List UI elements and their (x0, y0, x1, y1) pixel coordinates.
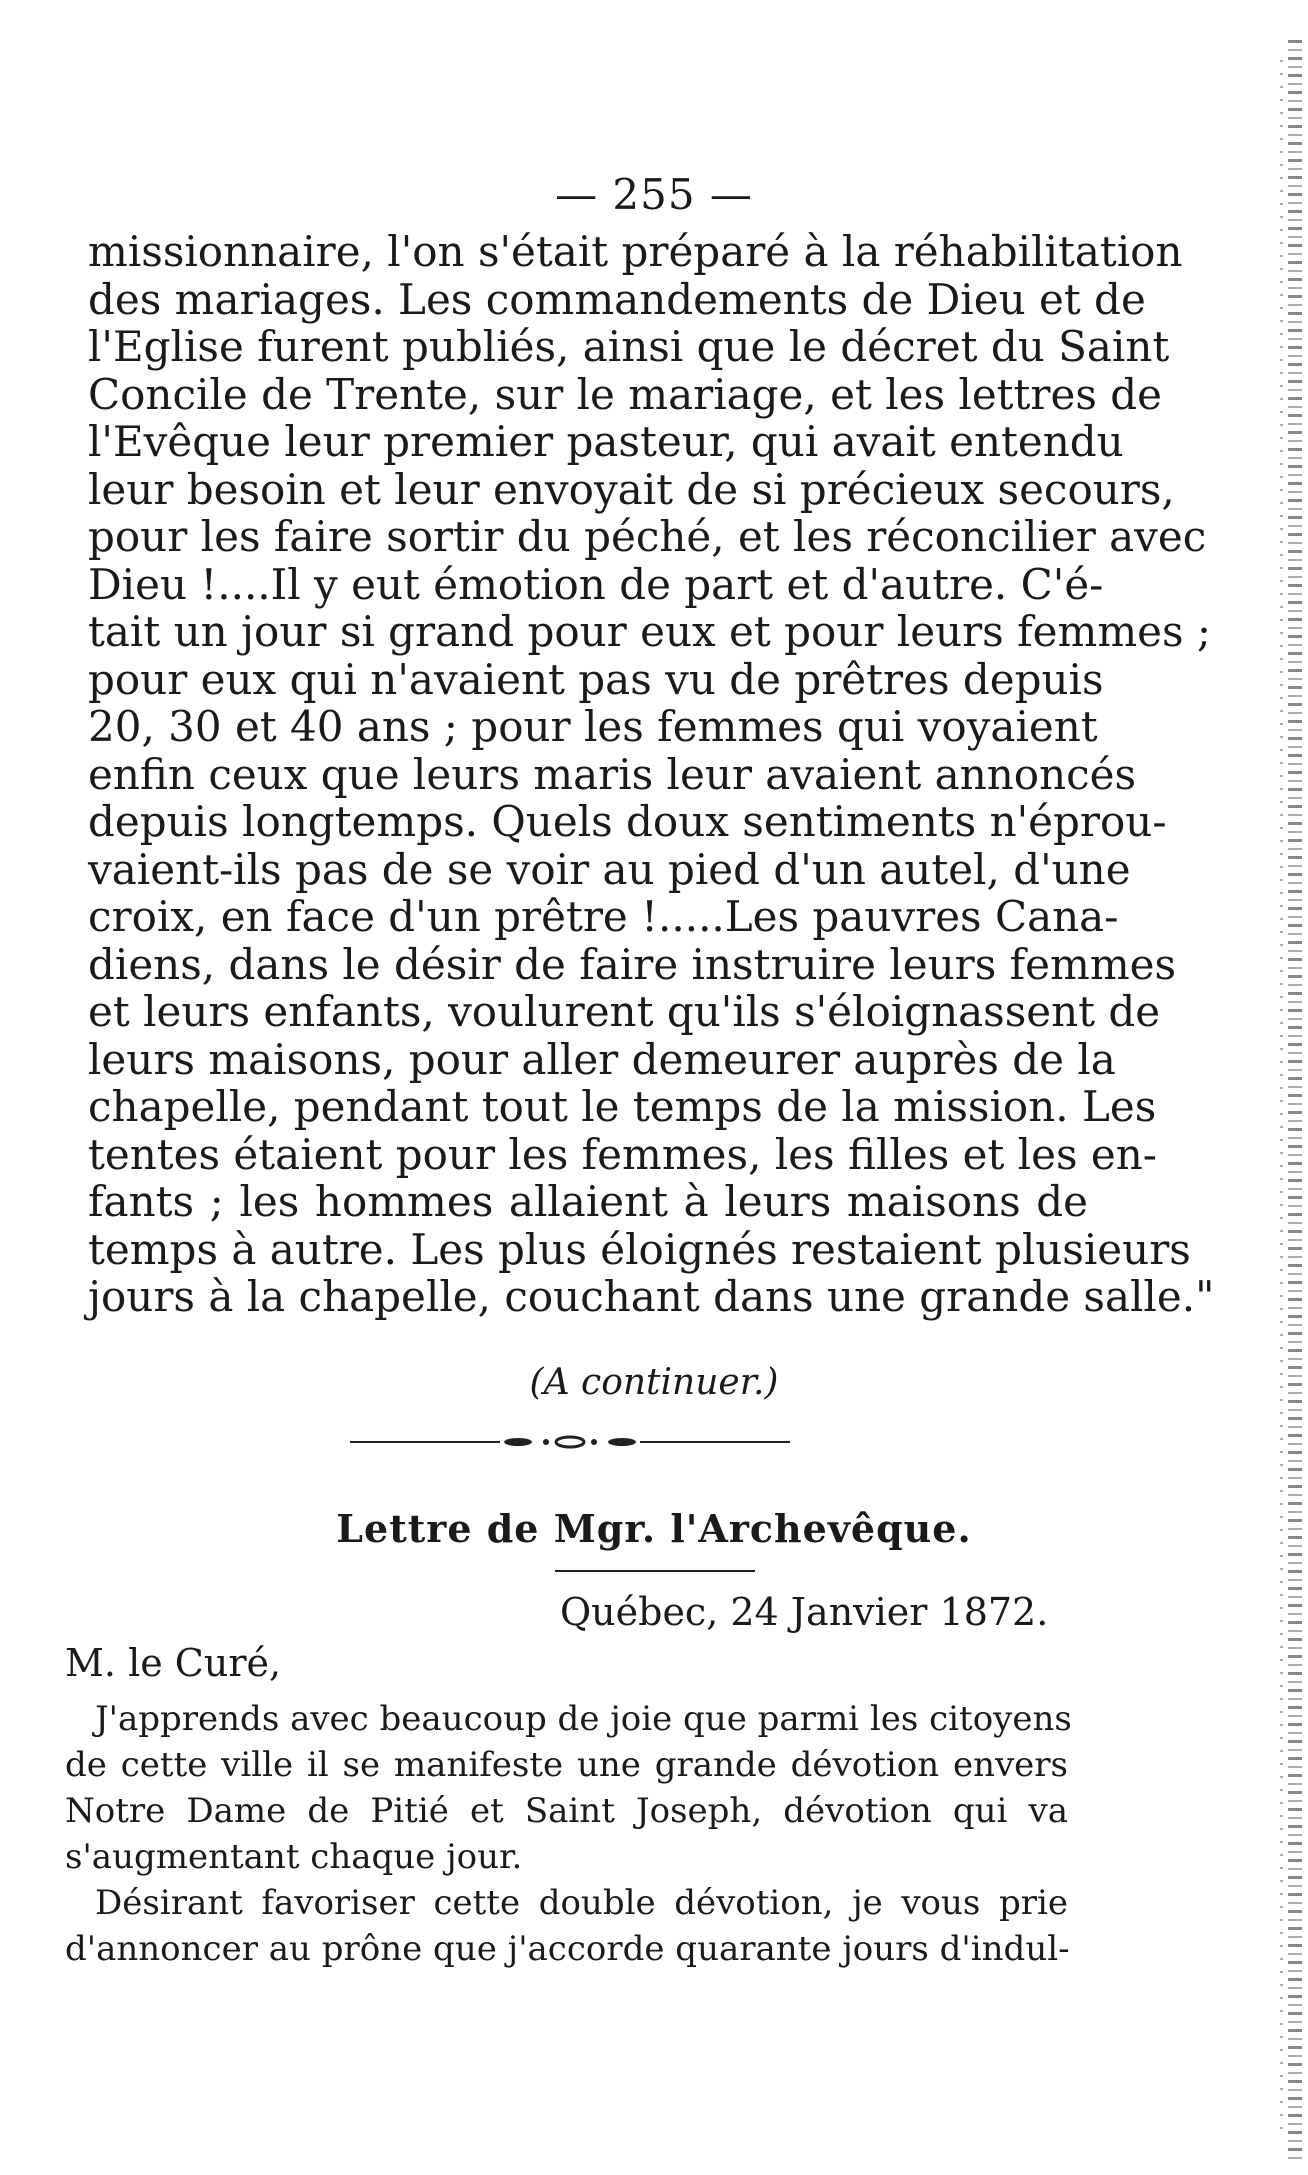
section-divider-ornament (350, 1432, 790, 1452)
body-line: tentes étaient pour les femmes, les filles et les en- (88, 1129, 1157, 1179)
body-line: diens, dans le désir de faire instruire leurs femmes (88, 939, 1177, 989)
title-underline (555, 1570, 755, 1572)
body-line: enfin ceux que leurs maris leur avaient annoncés (88, 749, 1137, 799)
letter-line: s'augmentant chaque jour. (65, 1837, 523, 1877)
body-line: vaient-ils pas de se voir au pied d'un autel, d'une (88, 844, 1131, 894)
letter-salutation: M. le Curé, (65, 1641, 282, 1685)
letter-line: de cette ville il se manifeste une grande dévotion envers (65, 1745, 1068, 1785)
body-line: pour eux qui n'avaient pas vu de prêtres depuis (88, 654, 1104, 704)
body-line: l'Evêque leur premier pasteur, qui avait entendu (88, 417, 1124, 466)
body-line: croix, en face d'un prêtre !.....Les pauvres Cana- (88, 892, 1119, 941)
body-line: fants ; les hommes allaient à leurs maisons de (88, 1177, 1088, 1226)
body-text (88, 227, 1215, 1321)
body-line: Dieu !....Il y eut émotion de part et d'autre. C'é- (88, 559, 1104, 609)
body-line: et leurs enfants, voulurent qu'ils s'éloignassent de (88, 987, 1161, 1036)
body-line: leur besoin et leur envoyait de si précieux secours, (88, 464, 1175, 514)
body-line: 20, 30 et 40 ans ; pour les femmes qui voyaient (88, 702, 1098, 751)
body-line: pour les faire sortir du péché, et les réconcilier avec (88, 512, 1207, 561)
binding-edge-shadow (1280, 60, 1283, 2140)
body-line: chapelle, pendant tout le temps de la mission. Les (88, 1082, 1157, 1131)
binding-edge (1288, 40, 1302, 2160)
body-line: des mariages. Les commandements de Dieu et de (88, 274, 1146, 324)
page-number: — 255 — (555, 170, 753, 219)
letter-line: d'annoncer au prône que j'accorde quarante jours d'indul- (65, 1929, 1070, 1969)
letter-line: Désirant favoriser cette double dévotion, je vous prie (95, 1883, 1068, 1923)
body-line: Concile de Trente, sur le mariage, et les lettres de (88, 369, 1163, 419)
body-line: leurs maisons, pour aller demeurer auprès de la (88, 1034, 1116, 1084)
letter-line: J'apprends avec beaucoup de joie que parmi les citoyens (95, 1699, 1072, 1739)
letter-line: Notre Dame de Pitié et Saint Joseph, dévotion qui va (65, 1791, 1068, 1831)
continuation-note: (A continuer.) (529, 1362, 779, 1403)
body-line: tait un jour si grand pour eux et pour leurs femmes ; (88, 607, 1212, 656)
letter-dateline: Québec, 24 Janvier 1872. (560, 1590, 1049, 1634)
body-line: missionnaire, l'on s'était préparé à la réhabilitation (88, 227, 1183, 276)
body-line: temps à autre. Les plus éloignés restaient plusieurs (88, 1224, 1191, 1274)
body-line: l'Eglise furent publiés, ainsi que le décret du Saint (88, 322, 1170, 371)
letter-text (65, 1696, 1072, 1972)
letter-title: Lettre de Mgr. l'Archevêque. (336, 1506, 972, 1551)
body-line: depuis longtemps. Quels doux sentiments n'éprou- (88, 797, 1167, 846)
body-line: jours à la chapelle, couchant dans une grande salle." (88, 1272, 1215, 1321)
